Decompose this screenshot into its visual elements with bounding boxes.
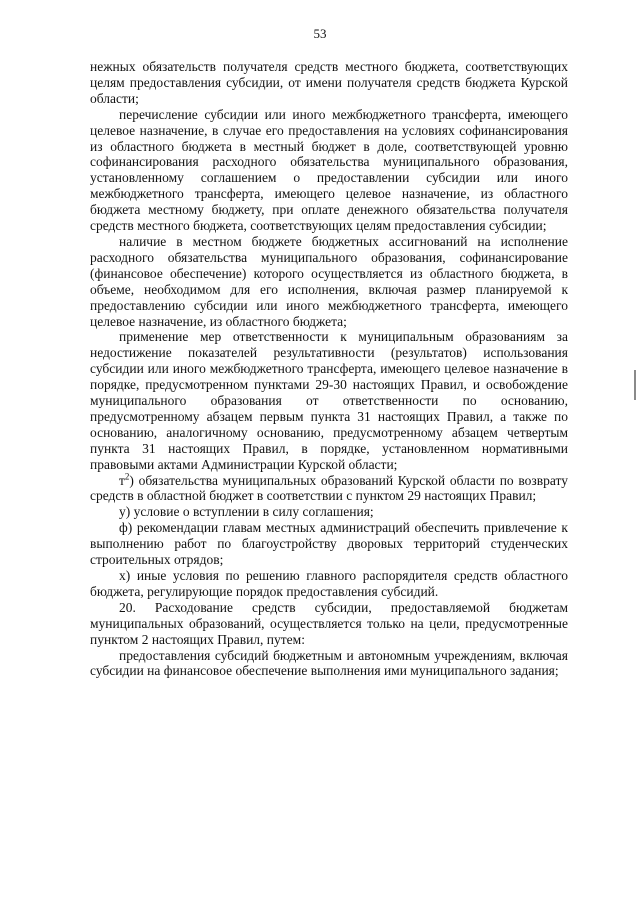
paragraph: наличие в местном бюджете бюджетных ассигнований на исполнение расходного обязательства муниципального образования, софинансирование (финансовое обеспечение) которого осуществляется из областного бюджета, в объеме, необходимом для его исполнения, включая размер планируемой к предоставлению субсидии или иного межбюджетного трансферта, имеющего целевое назначение, из областного бюджета; bbox=[90, 233, 568, 329]
paragraph: применение мер ответственности к муниципальным образованиям за недостижение показателей результативности (результатов) использования субсидии или иного межбюджетного трансферта, имеющего целевое назначение в порядке, предусмотренном пунктами 29-30 настоящих Правил, и освобождение муниципального образования от ответственности по основанию, предусмотренному абзацем первым пункта 31 настоящих Правил, а также по основанию, аналогичному основанию, предусмотренному абзацем четвертым пункта 31 настоящих Правил, в порядке, установленном нормативными правовыми актами Администрации Курской области; bbox=[90, 329, 568, 472]
document-body bbox=[90, 59, 568, 679]
paragraph: ф) рекомендации главам местных администраций обеспечить привлечение к выполнению работ по благоустройству дворовых территорий студенческих строительных отрядов; bbox=[90, 520, 568, 568]
paragraph: нежных обязательств получателя средств местного бюджета, соответствующих целям предоставления субсидии, от имени получателя средств бюджета Курской области; bbox=[90, 59, 568, 106]
page-number: 53 bbox=[313, 26, 327, 41]
paragraph: у) условие о вступлении в силу соглашения; bbox=[119, 504, 374, 520]
paragraph: х) иные условия по решению главного распорядителя средств областного бюджета, регулирующие порядок предоставления субсидий. bbox=[90, 568, 568, 599]
scan-edge-mark bbox=[634, 370, 636, 400]
item-letter: т bbox=[119, 472, 125, 488]
item-superscript: 2 bbox=[124, 471, 130, 482]
item-text: ) обязательства муниципальных образований Курской области по возврату средств в областной бюджет в соответствии с пунктом 29 настоящих Правил; bbox=[90, 472, 568, 504]
paragraph: 20. Расходование средств субсидии, предоставляемой бюджетам муниципальных образований, осуществляется только на цели, предусмотренные пунктом 2 настоящих Правил, путем: bbox=[90, 599, 568, 647]
paragraph bbox=[90, 473, 568, 505]
paragraph: предоставления субсидий бюджетным и автономным учреждениям, включая субсидии на финансовое обеспечение выполнения ими муниципального задания; bbox=[90, 647, 568, 679]
paragraph: перечисление субсидии или иного межбюджетного трансферта, имеющего целевое назначение, в случае его предоставления на условиях софинансирования из областного бюджета в местный бюджет в доле, соответствующей уровню софинансирования расходного обязательства муниципального образования, установленному соглашением о предоставлении субсидии или иного межбюджетного трансферта, имеющего целевое назначение, из областного бюджета местному бюджету, при оплате денежного обязательства получателя средств местного бюджета, соответствующих целям предоставления субсидии; bbox=[90, 106, 568, 234]
